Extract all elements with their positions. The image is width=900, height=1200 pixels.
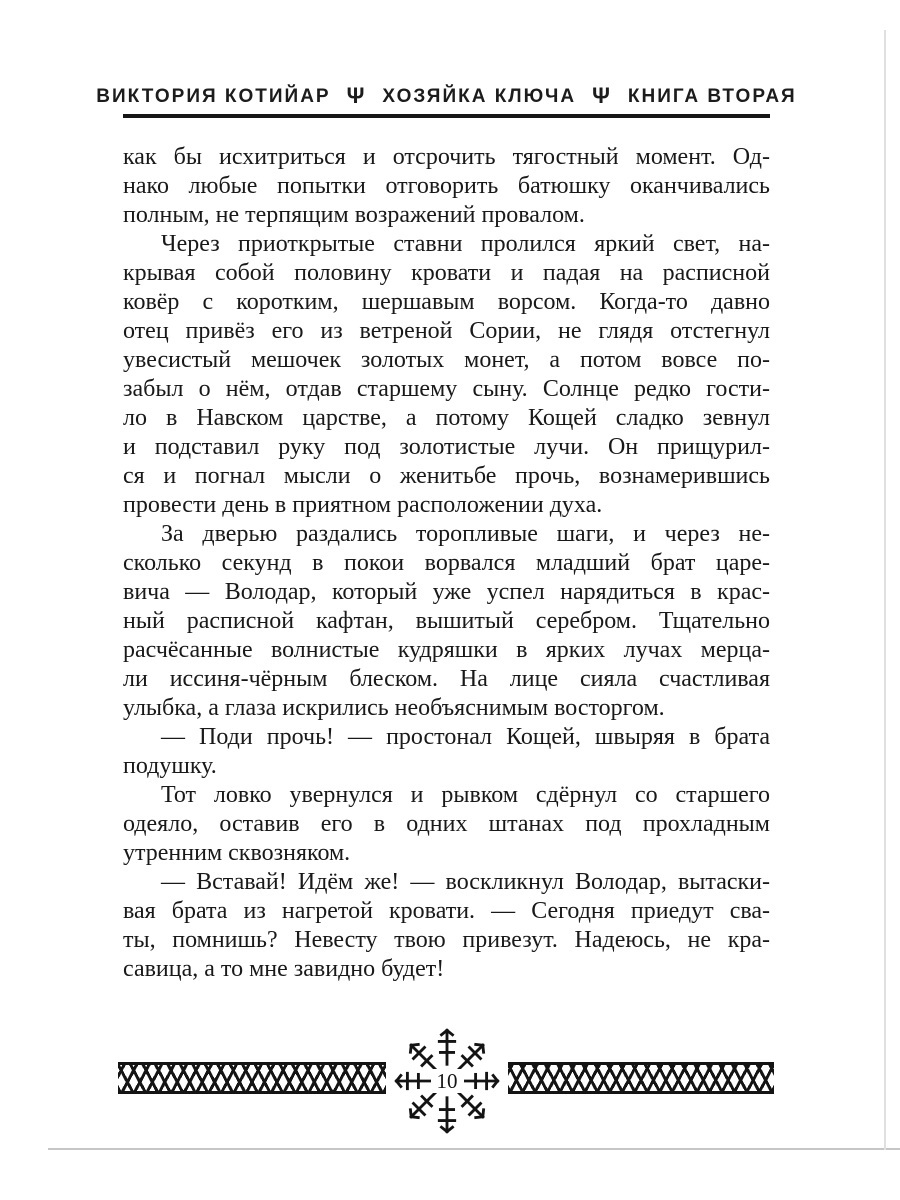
page-edge-right [884,30,886,1150]
text-line: и подставил руку под золотистые лучи. Он прищурил- [123,434,770,460]
running-head-title: ХОЗЯЙКА КЛЮЧА [382,86,577,107]
running-head-author: ВИКТОРИЯ КОТИЙАР [96,86,331,107]
rune-separator-icon: Ψ [592,83,612,108]
text-line: нако любые попытки отговорить батюшку оканчивались [123,173,770,199]
text-line: как бы исхитриться и отсрочить тягостный момент. Од- [123,144,770,170]
text-line: сколько секунд в покои ворвался младший брат царе- [123,550,770,576]
body-text [123,143,770,984]
text-line: одеяло, оставив его в одних штанах под прохладным [123,811,770,837]
text-line: Тот ловко увернулся и рывком сдёрнул со старшего [161,782,770,808]
paragraph [123,520,770,723]
text-line: — Вставай! Идём же! — воскликнул Володар, вытаски- [161,869,770,895]
text-line: улыбка, а глаза искрились необъяснимым восторгом. [123,695,665,721]
text-line: утренним сквозняком. [123,840,351,866]
text-line: ный расписной кафтан, вышитый серебром. Тщательно [123,608,770,634]
paragraph [123,723,770,781]
text-line: увесистый мешочек золотых монет, а потом вовсе по- [123,347,770,373]
text-line: вича — Володар, который уже успел нарядиться в крас- [123,579,770,605]
running-head [96,83,797,110]
text-line: вая брата из нагретой кровати. — Сегодня приедут сва- [123,898,770,924]
footer-ornament-right [508,1062,774,1094]
text-line: полным, не терпящим возражений провалом. [123,202,585,228]
text-line: отец привёз его из ветреной Сории, не глядя отстегнул [123,318,770,344]
paragraph [123,143,770,230]
text-line: ковёр с коротким, шершавым ворсом. Когда-то давно [123,289,770,315]
text-line: ло в Навском царстве, а потому Кощей сладко зевнул [123,405,770,431]
text-line: подушку. [123,753,217,779]
text-line: савица, а то мне завидно будет! [123,956,445,982]
text-line: ли иссиня-чёрным блеском. На лице сияла счастливая [123,666,770,692]
text-line: Через приоткрытые ставни пролился яркий свет, на- [161,231,770,257]
text-line: — Поди прочь! — простонал Кощей, швыряя в брата [161,724,770,750]
text-line: ты, помнишь? Невесту твою привезут. Надеюсь, не кра- [123,927,770,953]
page-edge-bottom [48,1148,900,1150]
header-rule [123,114,770,118]
text-line: За дверью раздались торопливые шаги, и через не- [161,521,770,547]
page-number: 10 [392,1066,502,1096]
text-line: провести день в приятном расположении духа. [123,492,603,518]
text-line: расчёсанные волнистые кудряшки в ярких лучах мерца- [123,637,770,663]
text-line: ся и погнал мысли о женитьбе прочь, вознамерившись [123,463,770,489]
paragraph [123,781,770,868]
running-head-book: КНИГА ВТОРАЯ [627,86,797,107]
paragraph [123,868,770,984]
paragraph [123,230,770,520]
rune-separator-icon: Ψ [346,83,367,108]
text-line: крывая собой половину кровати и падая на расписной [123,260,770,286]
footer-ornament-left [118,1062,386,1094]
text-line: забыл о нём, отдав старшему сыну. Солнце редко гости- [123,376,770,402]
